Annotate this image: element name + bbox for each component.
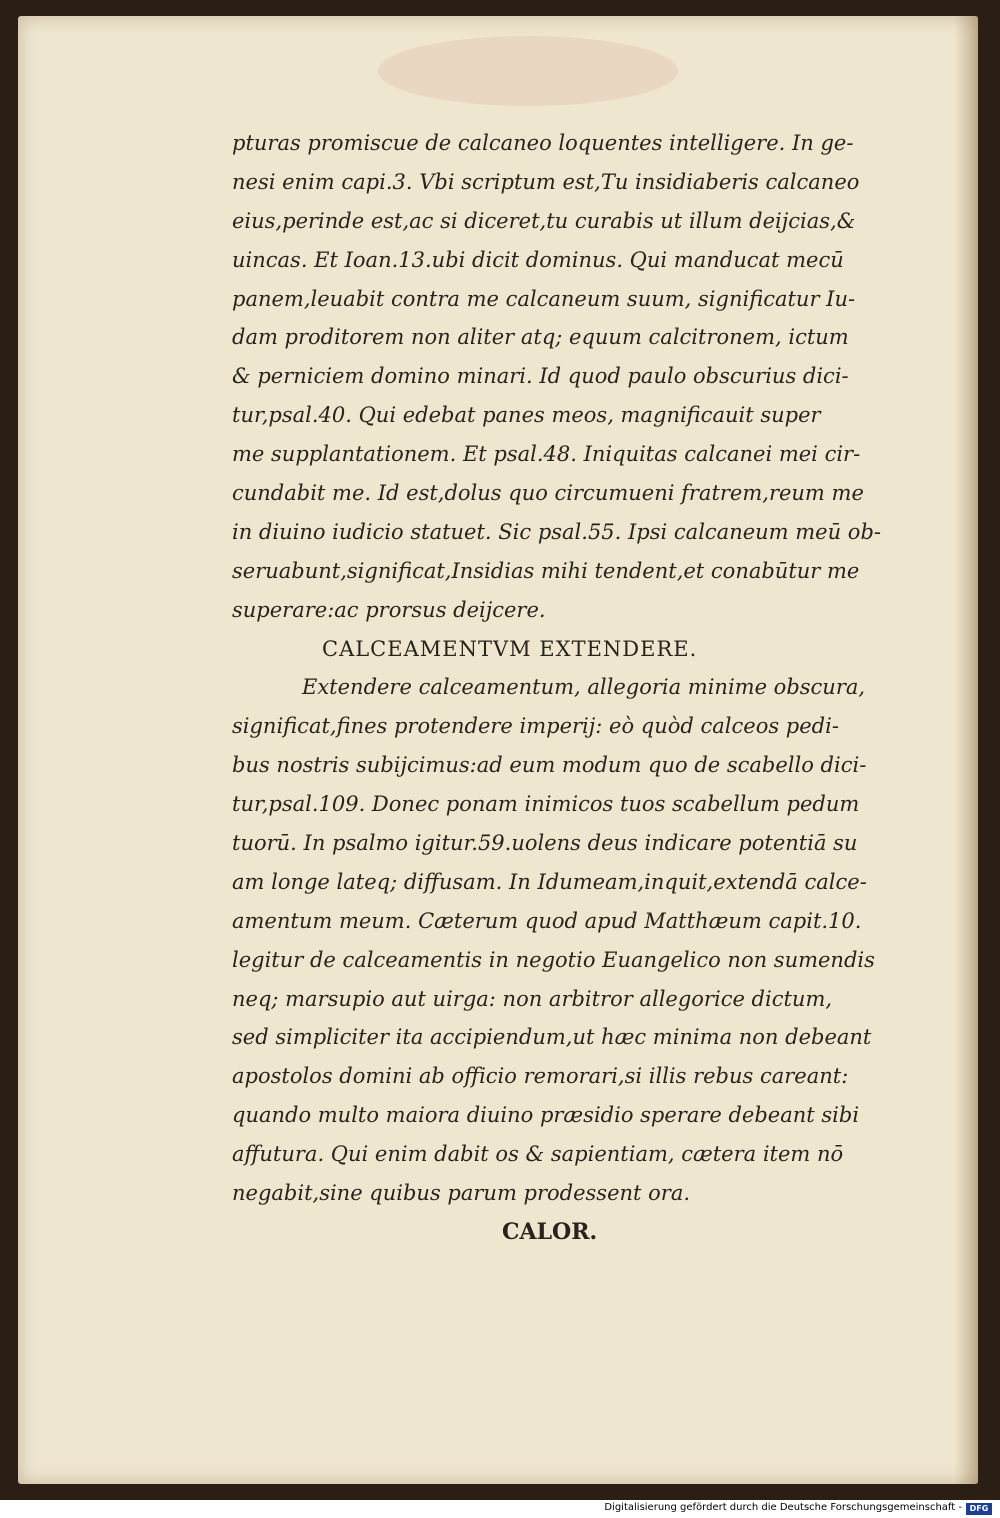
text-line: me supplantationem. Et psal.48. Iniquitas calcanei mei cir- bbox=[232, 442, 861, 467]
digitization-footer bbox=[0, 1500, 1000, 1518]
text-line: dam proditorem non aliter atq; equum calcitronem, ictum bbox=[232, 325, 849, 350]
text-line: sed simpliciter ita accipiendum,ut hæc minima non debeant bbox=[232, 1025, 872, 1050]
text-line: pturas promiscue de calcaneo loquentes intelligere. In ge- bbox=[232, 131, 854, 155]
section-heading-calor: CALOR. bbox=[502, 1218, 598, 1245]
text-line: in diuino iudicio statuet. Sic psal.55. Ipsi calcaneum meū ob- bbox=[232, 519, 881, 544]
dfg-logo[interactable]: DFG bbox=[966, 1503, 992, 1515]
text-line: bus nostris subijcimus:ad eum modum quo de scabello dici- bbox=[232, 753, 867, 778]
text-line: superare:ac prorsus deijcere. bbox=[232, 597, 546, 622]
text-line: Extendere calceamentum, allegoria minime obscura, bbox=[302, 675, 866, 700]
text-line: affutura. Qui enim dabit os & sapientiam, cætera item nō bbox=[232, 1142, 844, 1167]
text-line: tuorū. In psalmo igitur.59.uolens deus indicare potentiā su bbox=[232, 831, 858, 856]
text-line: quando multo maiora diuino præsidio sperare debeant sibi bbox=[232, 1103, 860, 1128]
text-line: apostolos domini ab officio remorari,si illis rebus careant: bbox=[232, 1064, 849, 1089]
text-line: am longe lateq; diffusam. In Idumeam,inquit,extendā calce- bbox=[232, 869, 867, 894]
page-edge-shadow bbox=[954, 16, 978, 1484]
text-line: panem,leuabit contra me calcaneum suum, significatur Iu- bbox=[232, 286, 856, 311]
text-line: legitur de calceamentis in negotio Euangelico non sumendis bbox=[232, 947, 875, 972]
funding-credit: Digitalisierung gefördert durch die Deutsche Forschungsgemeinschaft - bbox=[604, 1502, 962, 1513]
text-line: nesi enim capi.3. Vbi scriptum est,Tu insidiaberis calcaneo bbox=[232, 169, 860, 194]
text-line: neq; marsupio aut uirga: non arbitror allegorice dictum, bbox=[232, 986, 833, 1011]
text-line: significat,fines protendere imperij: eò quòd calceos pedi- bbox=[232, 714, 839, 739]
page-stain bbox=[378, 36, 678, 106]
text-line: amentum meum. Cæterum quod apud Matthæum capit.10. bbox=[232, 908, 862, 933]
text-line: cundabit me. Id est,dolus quo circumueni fratrem,reum me bbox=[232, 481, 864, 506]
text-line: eius,perinde est,ac si diceret,tu curabis ut illum deijcias,& bbox=[232, 208, 856, 233]
text-line: seruabunt,significat,Insidias mihi tendent,et conabūtur me bbox=[232, 558, 860, 583]
text-line: & perniciem domino minari. Id quod paulo obscurius dici- bbox=[232, 364, 849, 389]
page-text bbox=[232, 124, 932, 1252]
text-line: negabit,sine quibus parum prodessent ora. bbox=[232, 1181, 691, 1206]
section-heading-calceamentum: CALCEAMENTVM EXTENDERE. bbox=[322, 636, 698, 661]
text-line: tur,psal.40. Qui edebat panes meos, magnificauit super bbox=[232, 403, 821, 428]
text-line: uincas. Et Ioan.13.ubi dicit dominus. Qui manducat mecū bbox=[232, 247, 844, 272]
text-line: tur,psal.109. Donec ponam inimicos tuos scabellum pedum bbox=[232, 792, 860, 817]
